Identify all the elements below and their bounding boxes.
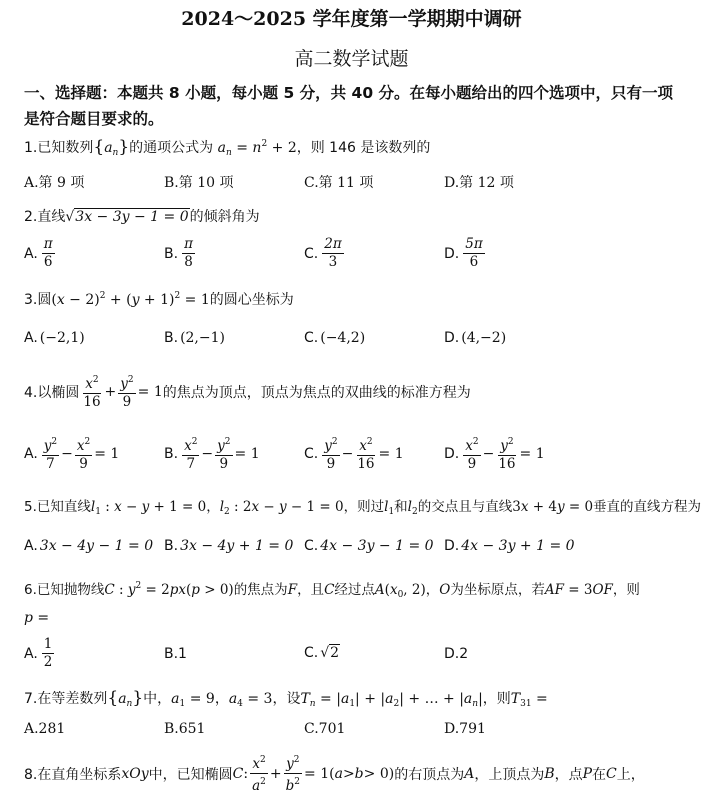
option-d[interactable]: D. 4x − 3y + 1 = 0 (444, 538, 575, 554)
option-d[interactable]: D.第 12 项 (444, 175, 514, 191)
option-c[interactable]: C. (−4,2) (304, 330, 366, 346)
option-a[interactable]: A.281 (24, 721, 66, 737)
question-4: 4.以椭圆 $\frac{x^2}{16}$ + $\frac{y^2}{9}$ = 1 的焦点为顶点，顶点为焦点的双曲线的标准方程为 (24, 372, 684, 411)
option-a[interactable]: A. $\frac{y^2}{7}$ − $\frac{x^2}{9}$ = 1 (24, 434, 119, 473)
option-b[interactable]: B.1 (164, 646, 187, 662)
question-1: 1.已知数列$\{a_n\}$的通项公式为 $a_n = n^2 + 2$，则 146 是该数列的 (24, 137, 431, 158)
option-b[interactable]: B.651 (164, 721, 206, 737)
question-8: 8.在直角坐标系 xOy 中，已知椭圆 C : $\frac{x^2}{a^2}$ + $\frac{y^2}{b^2}$ = 1( a > b > 0) 的右顶点为 A ，上顶点为 B ，点 P 在 C 上， (24, 752, 684, 795)
option-b[interactable]: B. $\frac{\pi}{8}$ (164, 236, 193, 270)
page-subtitle: 高二数学试题 (294, 48, 409, 70)
option-c[interactable]: C. 4x − 3y − 1 = 0 (304, 538, 434, 554)
option-d[interactable]: D. $\frac{x^2}{9}$ − $\frac{y^2}{16}$ = 1 (444, 434, 545, 473)
option-a[interactable]: A. 3x − 4y − 1 = 0 (24, 538, 154, 554)
option-b[interactable]: B. 3x − 4y + 1 = 0 (164, 538, 294, 554)
option-a[interactable]: A. $\frac{1}{2}$ (24, 636, 53, 670)
option-a[interactable]: A.第 9 项 (24, 175, 85, 191)
question-5-options (24, 538, 684, 578)
question-2: 2.直线√3x − 3y − 1 = 0的倾斜角为 (24, 209, 260, 225)
question-7: 7.在等差数列$\{a_n\}$中，$a_1 = 9$，$a_4 = 3$，设$T_n = |a_1| + |a_2|$ + … + $|a_n|$，则$T_{31}$ = (24, 688, 548, 709)
question-3-options (24, 330, 684, 370)
question-4-options (24, 434, 684, 474)
option-b[interactable]: B. (2,−1) (164, 330, 225, 346)
option-c[interactable]: C.701 (304, 721, 346, 737)
option-b[interactable]: B.第 10 项 (164, 175, 234, 191)
question-6-options (24, 636, 684, 676)
option-a[interactable]: A. (−2,1) (24, 330, 85, 346)
option-d[interactable]: D. $\frac{5\pi}{6}$ (444, 236, 483, 270)
question-6: 6.已知抛物线C : $y^2 = 2px(p > 0)$的焦点为F，且C经过点$A(x_0$, 2)，O为坐标原点，若AF = 3OF，则 (24, 581, 640, 600)
question-5: 5.已知直线$l_1$ : x − y + 1 = 0，$l_2$ : 2x − y − 1 = 0，则过$l_1$和$l_2$的交点且与直线3x + 4y = 0垂直的直线方程为 (24, 499, 702, 517)
option-c[interactable]: C.第 11 项 (304, 175, 374, 191)
question-6-line2: p = (24, 610, 50, 626)
question-2-options (24, 236, 684, 276)
option-a[interactable]: A. $\frac{\pi}{6}$ (24, 236, 53, 270)
page-title: 2024～2025 学年度第一学期期中调研 (181, 8, 522, 30)
option-c[interactable]: C. √ 2 (304, 644, 340, 661)
option-d[interactable]: D.2 (444, 646, 469, 662)
option-b[interactable]: B. $\frac{x^2}{7}$ − $\frac{y^2}{9}$ = 1 (164, 434, 260, 473)
option-c[interactable]: C. $\frac{y^2}{9}$ − $\frac{x^2}{16}$ = 1 (304, 434, 404, 473)
option-d[interactable]: D. (4,−2) (444, 330, 507, 346)
section-heading: 一、选择题：本题共 8 小题，每小题 5 分，共 40 分。在每小题给出的四个选项中，只有一项是符合题目要求的。 (24, 84, 674, 128)
option-c[interactable]: C. $\frac{2\pi}{3}$ (304, 236, 342, 270)
option-d[interactable]: D.791 (444, 721, 486, 737)
question-3: 3.圆$(x - 2)^2 + (y + 1)^2 = 1$的圆心坐标为 (24, 291, 294, 308)
